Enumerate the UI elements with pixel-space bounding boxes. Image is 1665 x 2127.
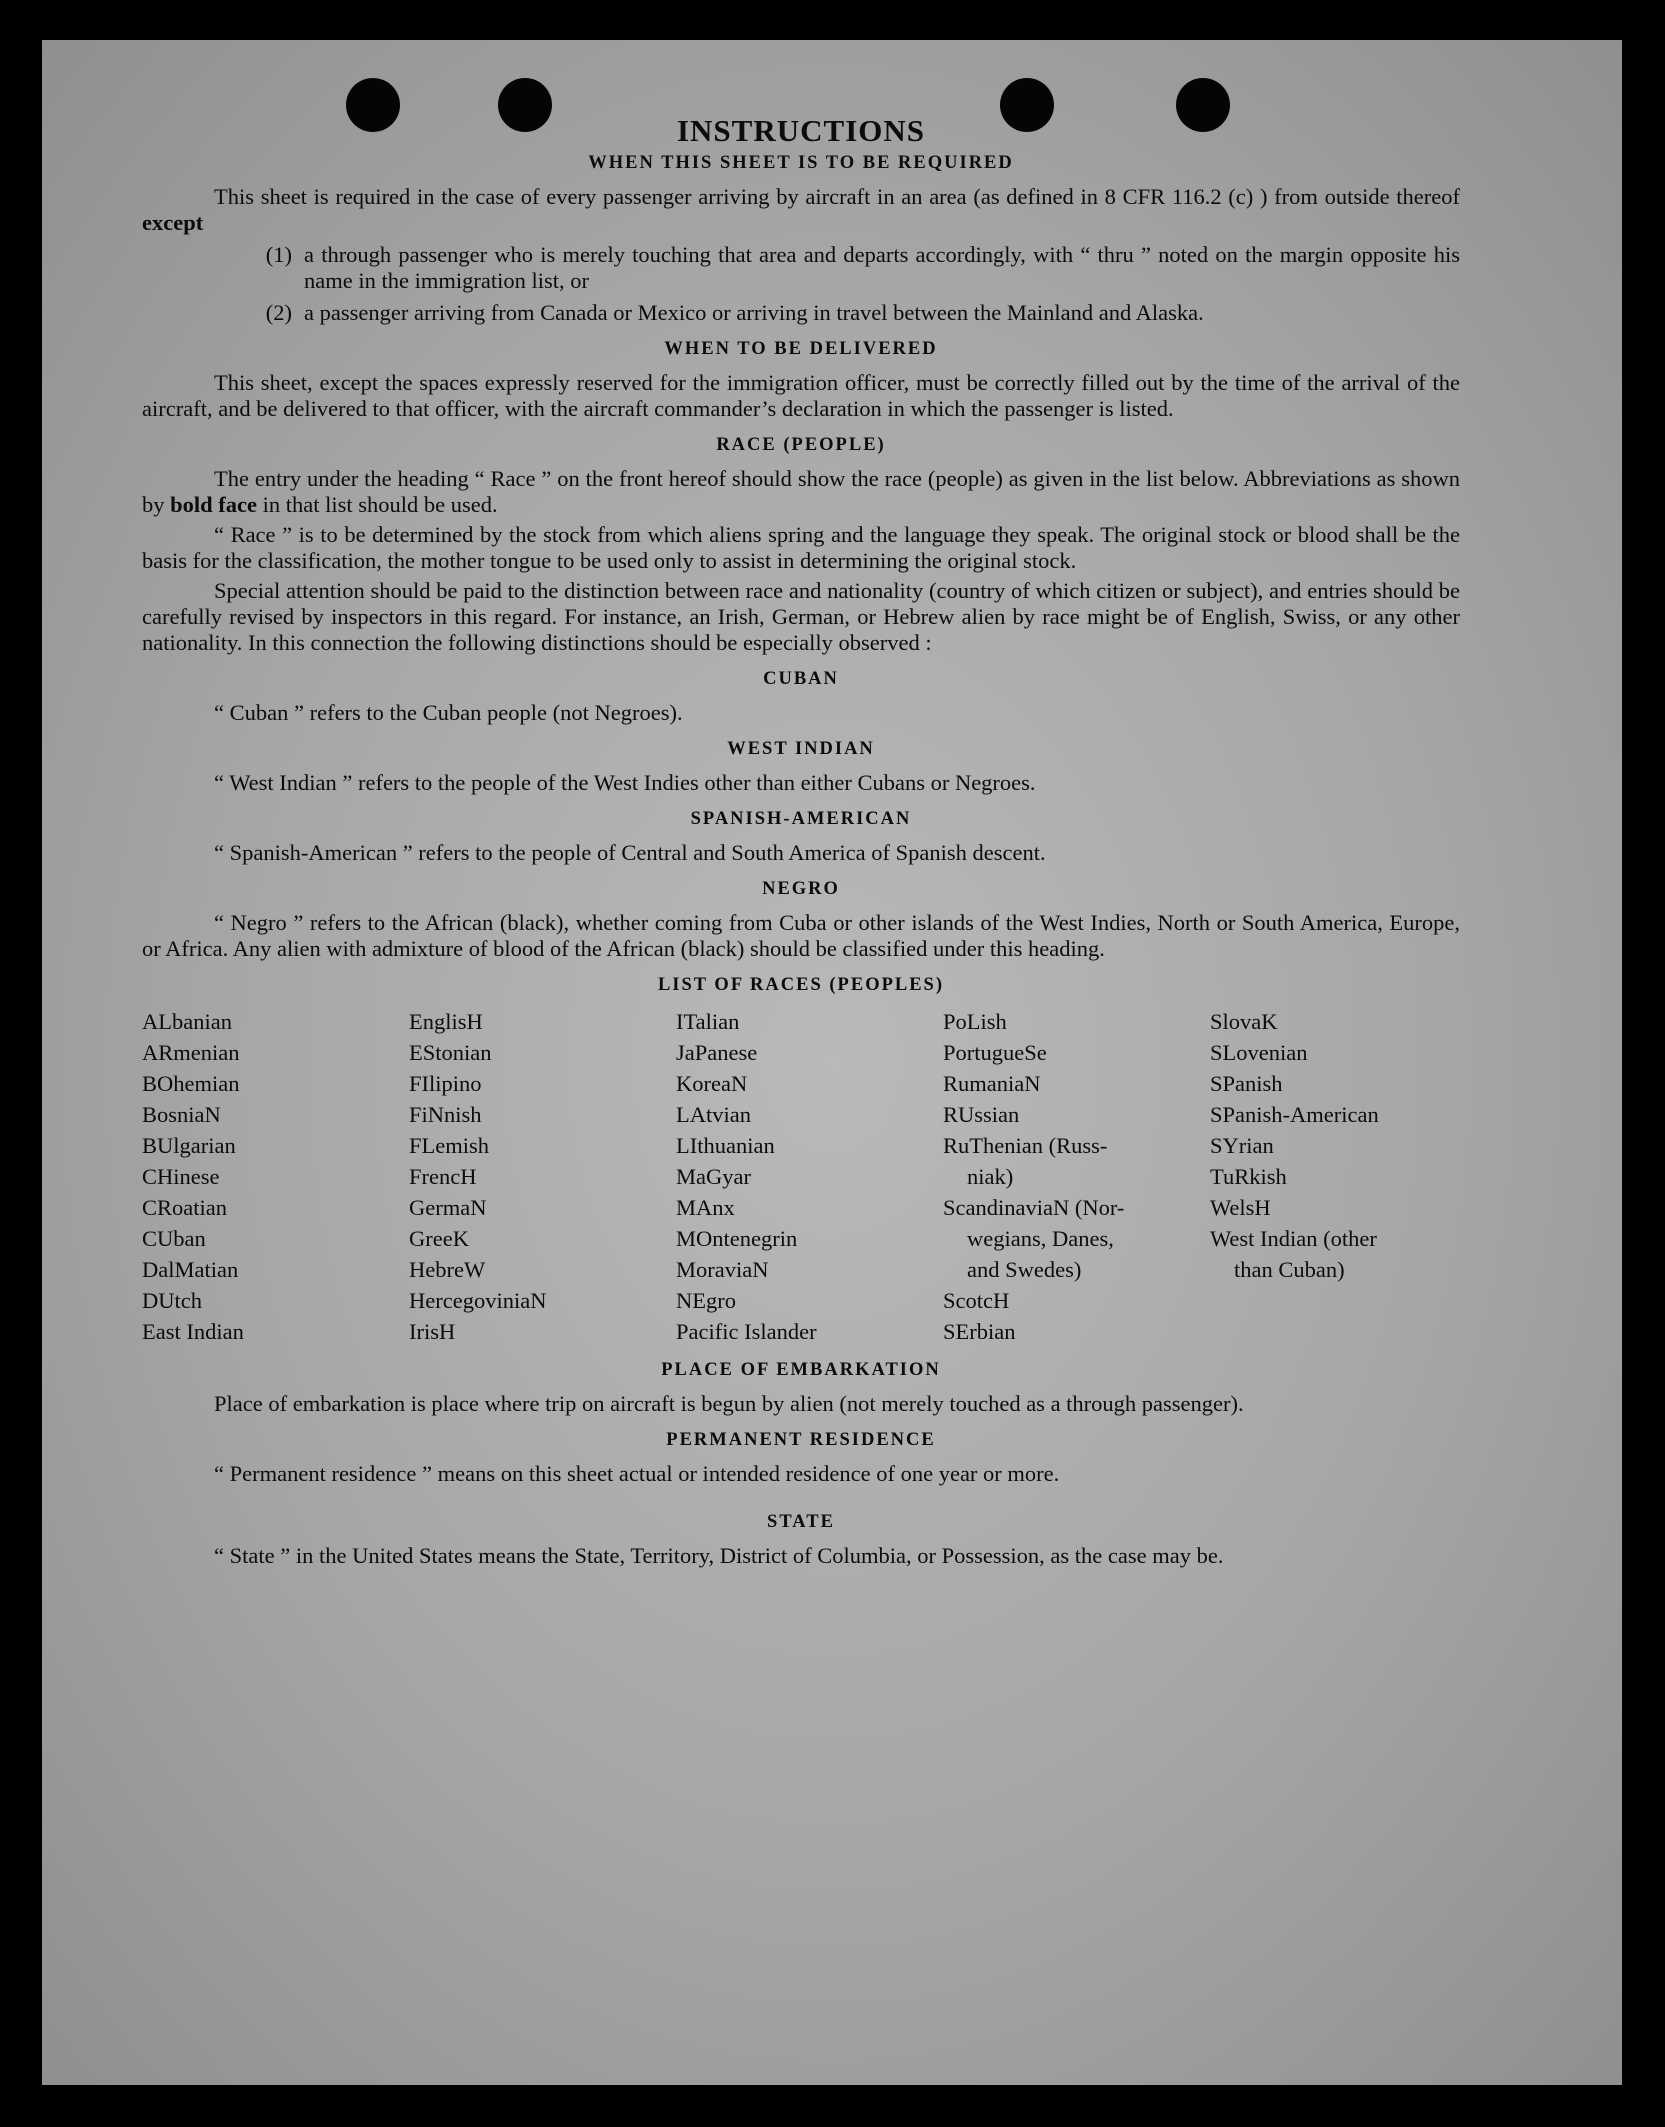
- race-item: ScandinaviaN (Nor-: [943, 1195, 1125, 1220]
- paragraph-spanish-american: “ Spanish-American ” refers to the people of Central and South America of Spanish descent.: [214, 840, 1046, 865]
- page-title: INSTRUCTIONS: [676, 113, 925, 148]
- race-item: WelsH: [1210, 1195, 1271, 1220]
- race-item: FiNnish: [409, 1102, 482, 1127]
- race-item: GreeK: [409, 1226, 469, 1251]
- races-list: [142, 1006, 1460, 1347]
- race-item: SPanish: [1210, 1071, 1283, 1096]
- paragraph-required: This sheet is required in the case of every passenger arriving by aircraft in an area (as defined in 8 CFR 116.2 (c) ) from outside thereof except: [142, 184, 1460, 235]
- paragraph-race-1: The entry under the heading “ Race ” on the front hereof should show the race (people) as given in the list below. Abbreviations as shown by bold face in that list should be used.: [142, 466, 1460, 517]
- race-item: LAtvian: [676, 1102, 751, 1127]
- race-item: JaPanese: [676, 1040, 758, 1065]
- race-item: GermaN: [409, 1195, 487, 1220]
- race-item: EStonian: [409, 1040, 492, 1065]
- heading-cuban: CUBAN: [763, 669, 839, 689]
- race-item: SLovenian: [1210, 1040, 1308, 1065]
- races-column: [676, 1006, 943, 1347]
- race-item: BOhemian: [142, 1071, 240, 1096]
- exception-item: (2) a passenger arriving from Canada or Mexico or arriving in travel between the Mainland and Alaska.: [265, 300, 1204, 325]
- heading-race: RACE (PEOPLE): [716, 435, 886, 455]
- heading-required: WHEN THIS SHEET IS TO BE REQUIRED: [588, 153, 1014, 173]
- race-item: LIthuanian: [676, 1133, 775, 1158]
- race-item: RumaniaN: [943, 1071, 1041, 1096]
- race-item: EnglisH: [409, 1009, 483, 1034]
- races-column: [142, 1006, 409, 1347]
- race-item: CUban: [142, 1226, 206, 1251]
- race-item: PortugueSe: [943, 1040, 1047, 1065]
- race-item: SPanish-American: [1210, 1102, 1379, 1127]
- paragraph-cuban: “ Cuban ” refers to the Cuban people (not Negroes).: [214, 700, 683, 725]
- paragraph-state: “ State ” in the United States means the State, Territory, District of Columbia, or Possession, as the case may be.: [214, 1543, 1224, 1568]
- race-item: ALbanian: [142, 1009, 232, 1034]
- race-item: ARmenian: [142, 1040, 240, 1065]
- race-item: ITalian: [676, 1009, 740, 1034]
- paragraph-delivered: This sheet, except the spaces expressly reserved for the immigration officer, must be correctly filled out by the time of the arrival of the aircraft, and be delivered to that officer, with the aircraft commander’s declaration in which the passenger is listed.: [142, 370, 1460, 421]
- exception-item: (1) a through passenger who is merely touching that area and departs accordingly, with “ thru ” noted on the margin opposite his name in the immigration list, or: [265, 242, 1460, 293]
- race-item: MAnx: [676, 1195, 735, 1220]
- paragraph-negro: “ Negro ” refers to the African (black), whether coming from Cuba or other islands of the West Indies, North or South America, Europe, or Africa. Any alien with admixture of blood of the African (black) should be classified under this heading.: [142, 910, 1460, 961]
- heading-races-list: LIST OF RACES (PEOPLES): [657, 975, 945, 995]
- race-item: and Swedes): [967, 1257, 1082, 1282]
- race-item: BUlgarian: [142, 1133, 236, 1158]
- instructions-content: [142, 113, 1460, 1569]
- race-item: IrisH: [409, 1319, 456, 1344]
- race-item: MaGyar: [676, 1164, 751, 1189]
- paragraph-residence: “ Permanent residence ” means on this sheet actual or intended residence of one year or more.: [214, 1461, 1060, 1486]
- race-item: RuThenian (Russ-: [943, 1133, 1108, 1158]
- race-item: West Indian (other: [1210, 1226, 1377, 1251]
- race-item: wegians, Danes,: [967, 1226, 1114, 1251]
- race-item: SYrian: [1210, 1133, 1274, 1158]
- race-item: CHinese: [142, 1164, 220, 1189]
- race-item: TuRkish: [1210, 1164, 1287, 1189]
- race-item: niak): [967, 1164, 1014, 1189]
- race-item: BosniaN: [142, 1102, 221, 1127]
- race-item: FIlipino: [409, 1071, 482, 1096]
- race-item: than Cuban): [1234, 1257, 1345, 1282]
- race-item: HercegoviniaN: [409, 1288, 547, 1313]
- race-item: DalMatian: [142, 1257, 239, 1282]
- race-item: FrencH: [409, 1164, 477, 1189]
- heading-spanish-american: SPANISH-AMERICAN: [690, 809, 912, 829]
- race-item: Pacific Islander: [676, 1319, 817, 1344]
- races-column: [409, 1006, 676, 1347]
- race-item: KoreaN: [676, 1071, 748, 1096]
- paragraph-race-3: Special attention should be paid to the distinction between race and nationality (country of which citizen or subject), and entries should be carefully revised by inspectors in this regard. For instance, an Irish, German, or Hebrew alien by race might be of English, Swiss, or any other nationality. In this connection the following distinctions should be especially observed :: [142, 578, 1460, 655]
- race-item: SErbian: [943, 1319, 1016, 1344]
- heading-negro: NEGRO: [762, 879, 840, 899]
- heading-state: STATE: [767, 1512, 835, 1532]
- race-item: ScotcH: [943, 1288, 1010, 1313]
- race-item: DUtch: [142, 1288, 202, 1313]
- paragraph-race-2: “ Race ” is to be determined by the stock from which aliens spring and the language they speak. The original stock or blood shall be the basis for the classification, the mother tongue to be used only to assist in determining the original stock.: [142, 522, 1460, 573]
- races-column: [943, 1006, 1210, 1347]
- heading-embarkation: PLACE OF EMBARKATION: [661, 1360, 941, 1380]
- race-item: PoLish: [943, 1009, 1007, 1034]
- race-item: MoraviaN: [676, 1257, 769, 1282]
- paragraph-west-indian: “ West Indian ” refers to the people of the West Indies other than either Cubans or Negroes.: [214, 770, 1036, 795]
- race-item: MOntenegrin: [676, 1226, 798, 1251]
- race-item: HebreW: [409, 1257, 486, 1282]
- heading-residence: PERMANENT RESIDENCE: [666, 1430, 936, 1450]
- heading-delivered: WHEN TO BE DELIVERED: [664, 339, 938, 359]
- race-item: NEgro: [676, 1288, 736, 1313]
- race-item: SlovaK: [1210, 1009, 1278, 1034]
- heading-west-indian: WEST INDIAN: [727, 739, 875, 759]
- paragraph-embarkation: Place of embarkation is place where trip on aircraft is begun by alien (not merely touched as a through passenger).: [214, 1391, 1244, 1416]
- race-item: CRoatian: [142, 1195, 227, 1220]
- race-item: East Indian: [142, 1319, 244, 1344]
- race-item: FLemish: [409, 1133, 490, 1158]
- races-column: [1210, 1006, 1440, 1347]
- race-item: RUssian: [943, 1102, 1020, 1127]
